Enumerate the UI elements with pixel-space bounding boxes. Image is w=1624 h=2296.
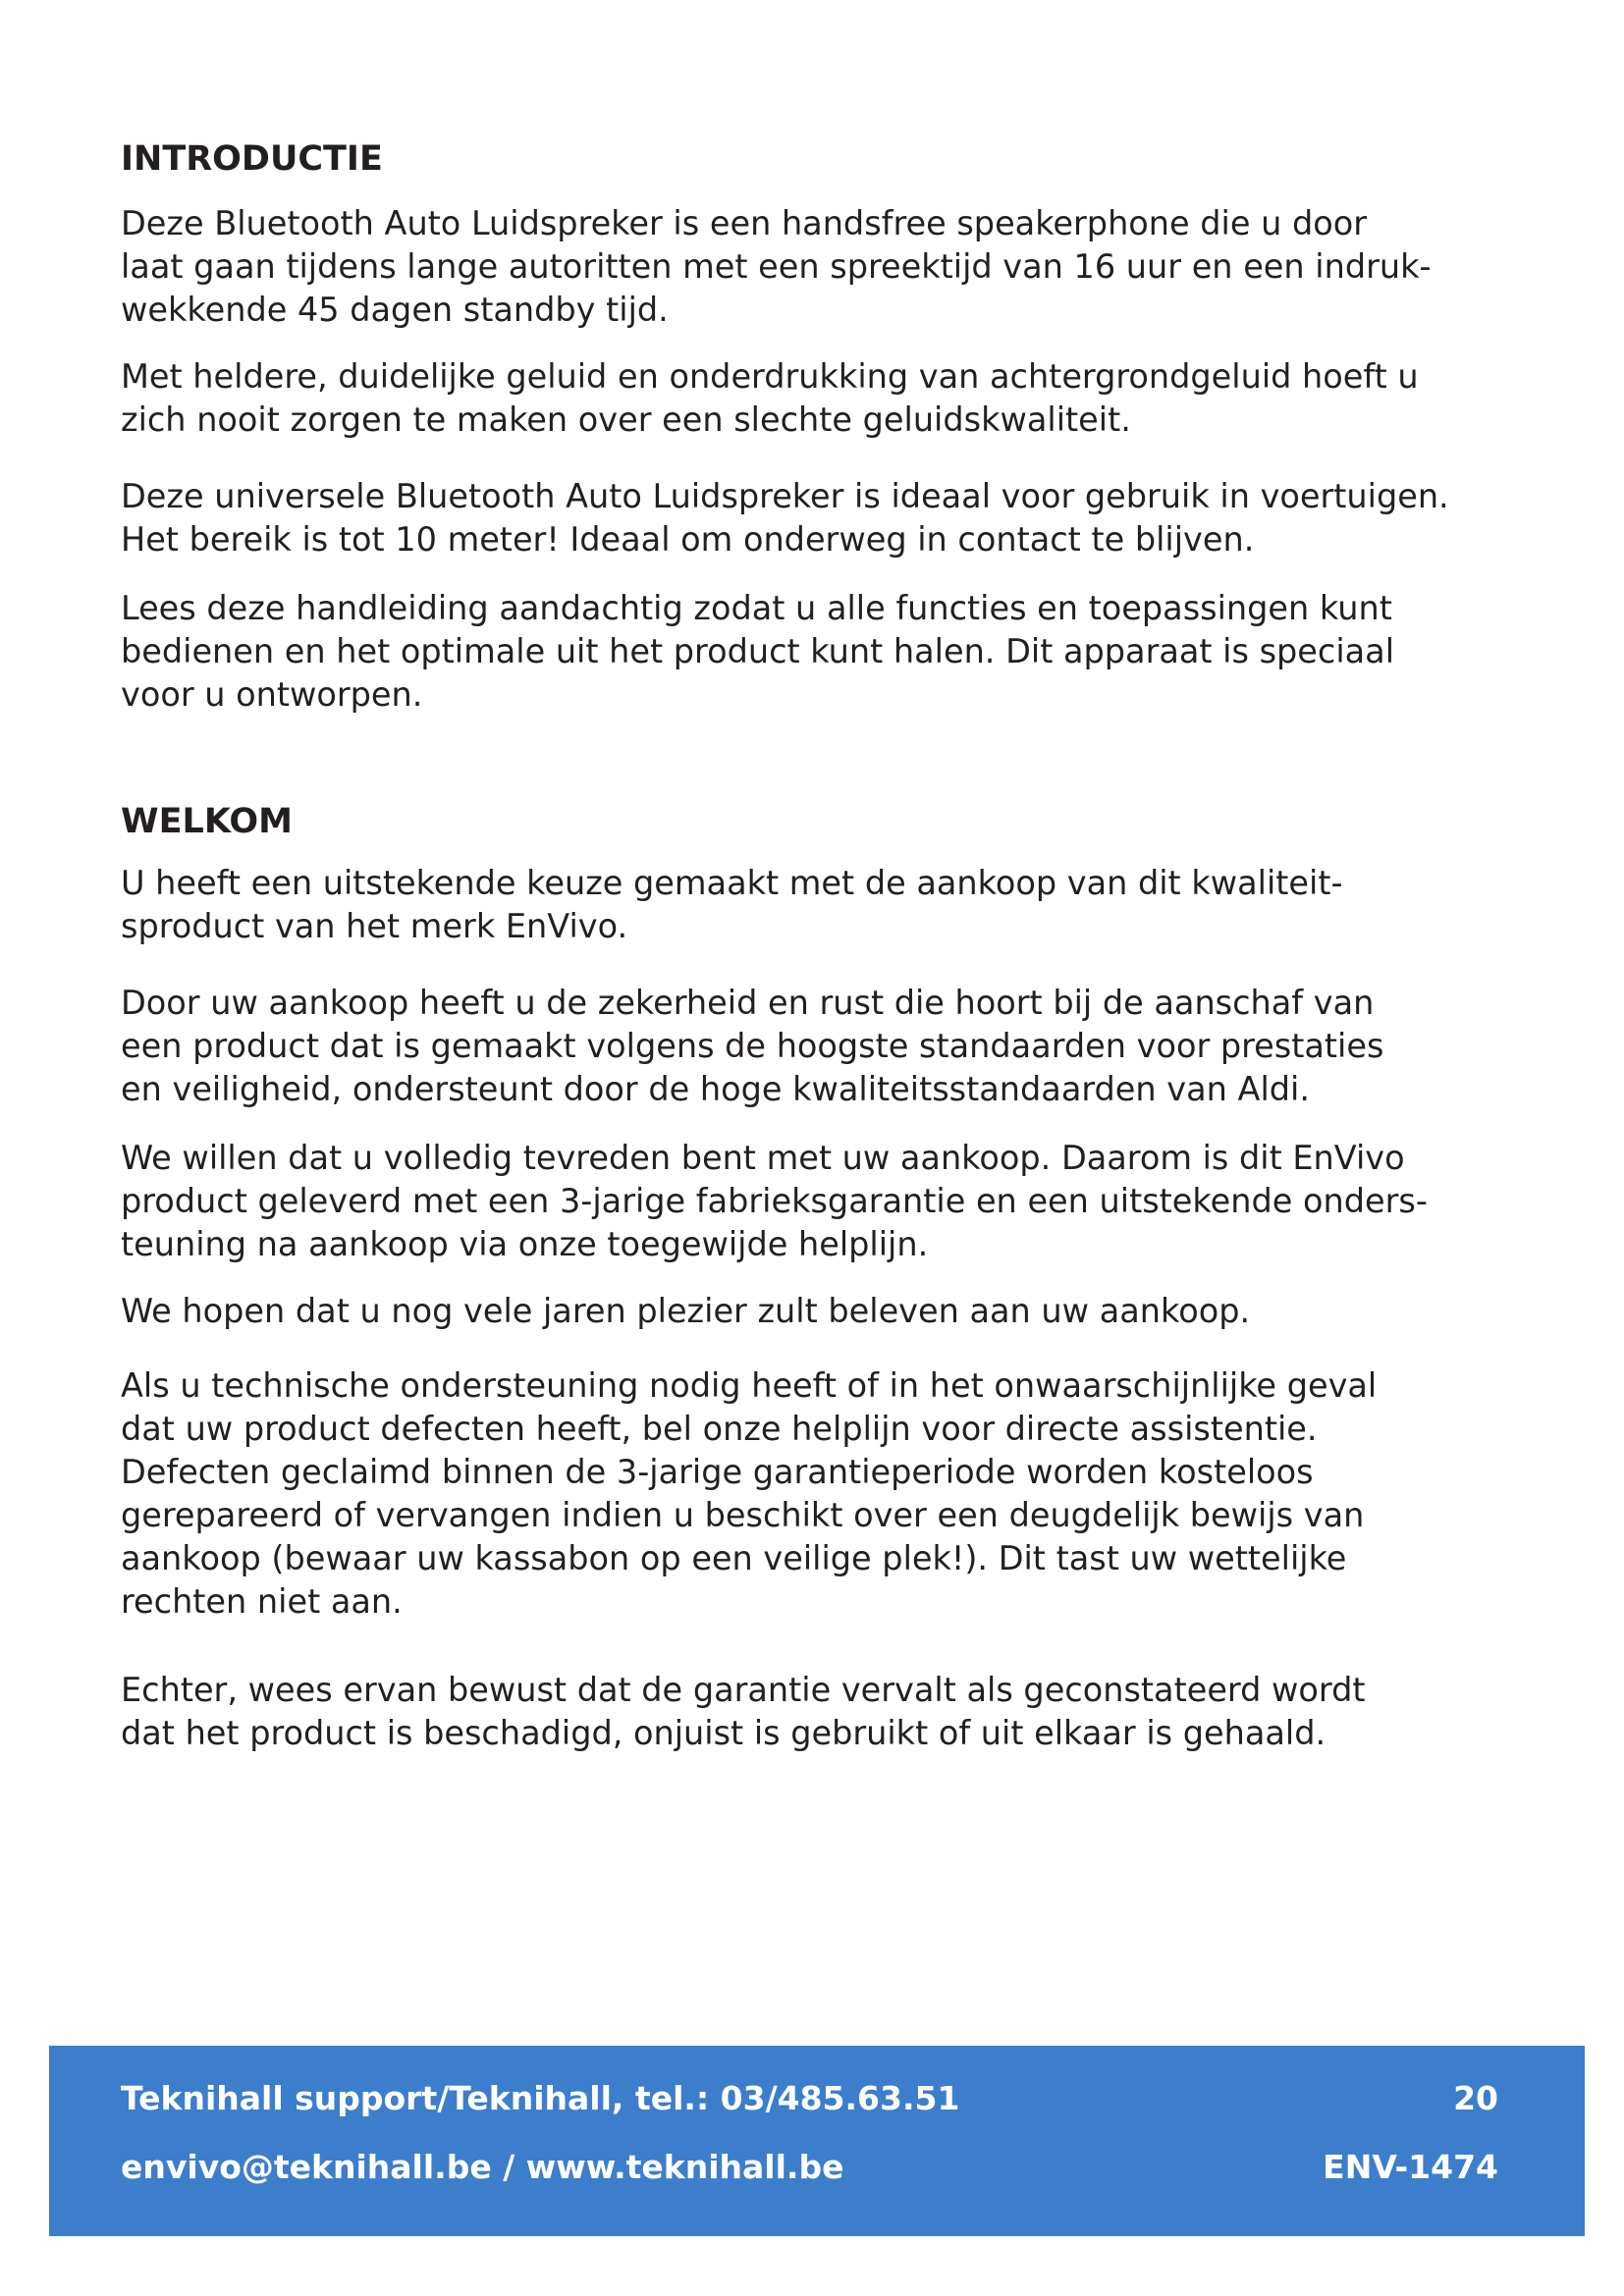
text-line: een product dat is gemaakt volgens de hoogste standaarden voor prestaties: [121, 1027, 1384, 1065]
welkom-paragraph-5: [121, 1364, 1377, 1624]
intro-paragraph-1: [121, 202, 1432, 332]
text-line: gerepareerd of vervangen indien u beschikt over een deugdelijk bewijs van: [121, 1496, 1365, 1534]
text-line: zich nooit zorgen te maken over een slechte geluidskwaliteit.: [121, 400, 1131, 439]
text-line: U heeft een uitstekende keuze gemaakt met de aankoop van dit kwaliteit-: [121, 864, 1343, 902]
footer-line-2: [121, 2148, 1498, 2187]
text-line: aankoop (bewaar uw kassabon op een veilige plek!). Dit tast uw wettelijke: [121, 1539, 1347, 1577]
welkom-paragraph-4: [121, 1290, 1250, 1333]
text-line: en veiligheid, ondersteunt door de hoge kwaliteitsstandaarden van Aldi.: [121, 1070, 1310, 1108]
text-line: laat gaan tijdens lange autoritten met een spreektijd van 16 uur en een indruk-: [121, 247, 1432, 286]
intro-paragraph-2: [121, 355, 1419, 442]
text-line: bedienen en het optimale uit het product kunt halen. Dit apparaat is speciaal: [121, 632, 1395, 670]
welkom-paragraph-3: [121, 1137, 1428, 1266]
text-line: Door uw aankoop heeft u de zekerheid en rust die hoort bij de aanschaf van: [121, 984, 1375, 1022]
section-title-welkom: WELKOM: [121, 802, 293, 841]
intro-paragraph-4: [121, 587, 1394, 717]
text-line: dat uw product defecten heeft, bel onze helplijn voor directe assistentie.: [121, 1410, 1318, 1448]
text-line: rechten niet aan.: [121, 1582, 403, 1621]
text-line: sproduct van het merk EnVivo.: [121, 907, 628, 945]
text-line: product geleverd met een 3-jarige fabrieksgarantie en een uitstekende onders-: [121, 1182, 1428, 1220]
text-line: wekkende 45 dagen standby tijd.: [121, 291, 669, 329]
text-line: Met heldere, duidelijke geluid en onderdrukking van achtergrondgeluid hoeft u: [121, 357, 1419, 396]
welkom-paragraph-1: [121, 862, 1343, 948]
intro-paragraph-3: [121, 475, 1449, 561]
welkom-paragraph-2: [121, 982, 1383, 1111]
contact-info: envivo@teknihall.be / www.teknihall.be: [121, 2148, 844, 2186]
text-line: dat het product is beschadigd, onjuist is gebruikt of uit elkaar is gehaald.: [121, 1714, 1326, 1752]
footer-bar: [49, 2046, 1585, 2236]
model-number: ENV-1474: [1323, 2148, 1498, 2186]
text-line: teuning na aankoop via onze toegewijde helplijn.: [121, 1225, 929, 1263]
text-line: Echter, wees ervan bewust dat de garantie vervalt als geconstateerd wordt: [121, 1671, 1366, 1709]
text-line: voor u ontworpen.: [121, 675, 423, 714]
support-info: Teknihall support/Teknihall, tel.: 03/485.63.51: [121, 2079, 960, 2117]
text-line: Als u technische ondersteuning nodig heeft of in het onwaarschijnlijke geval: [121, 1366, 1378, 1405]
section-title-introductie: INTRODUCTIE: [121, 139, 383, 179]
text-line: Deze universele Bluetooth Auto Luidspreker is ideaal voor gebruik in voertuigen.: [121, 477, 1449, 515]
footer-line-1: [121, 2079, 1498, 2118]
text-line: We willen dat u volledig tevreden bent met uw aankoop. Daarom is dit EnVivo: [121, 1139, 1405, 1177]
text-line: Defecten geclaimd binnen de 3-jarige garantieperiode worden kosteloos: [121, 1453, 1314, 1491]
text-line: Het bereik is tot 10 meter! Ideaal om onderweg in contact te blijven.: [121, 520, 1255, 559]
text-line: We hopen dat u nog vele jaren plezier zult beleven aan uw aankoop.: [121, 1292, 1251, 1330]
text-line: Deze Bluetooth Auto Luidspreker is een handsfree speakerphone die u door: [121, 204, 1368, 242]
page-number: 20: [1453, 2079, 1498, 2117]
text-line: Lees deze handleiding aandachtig zodat u alle functies en toepassingen kunt: [121, 589, 1392, 627]
welkom-paragraph-6: [121, 1669, 1366, 1755]
